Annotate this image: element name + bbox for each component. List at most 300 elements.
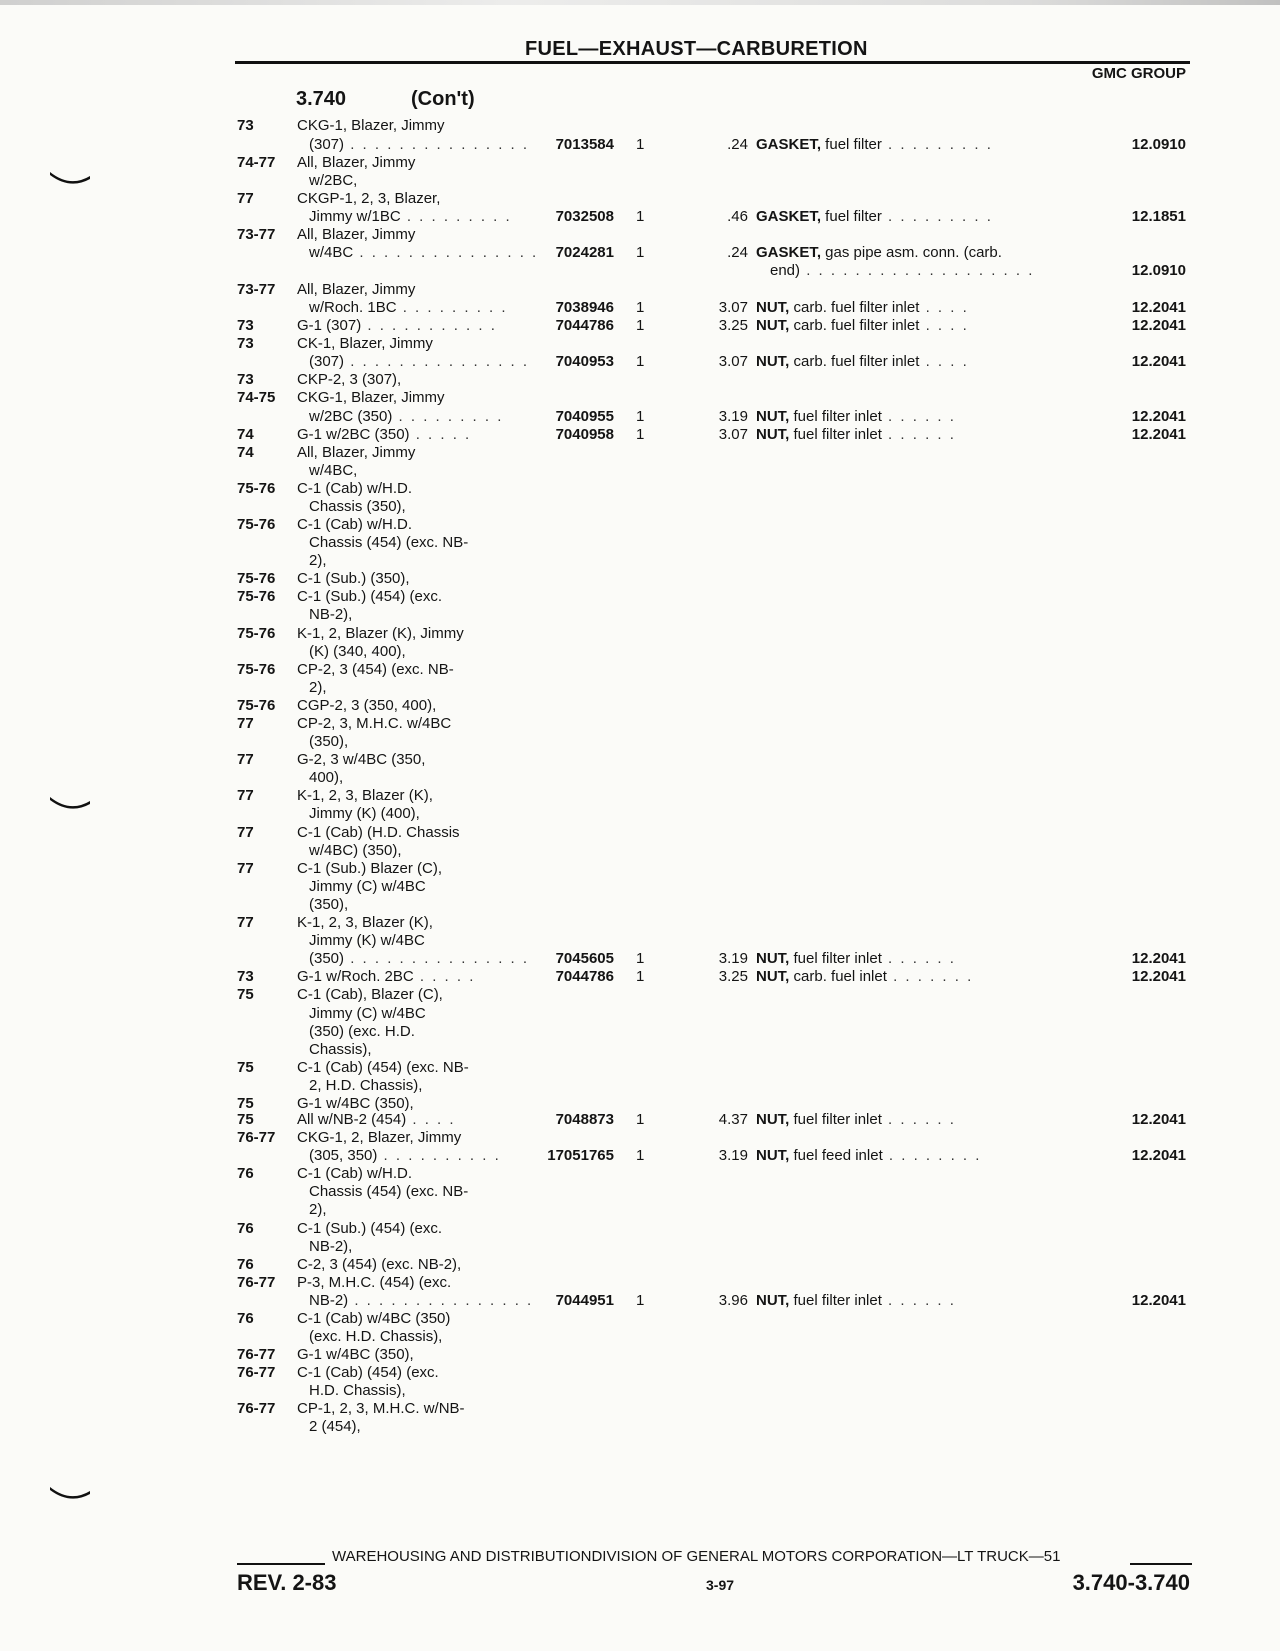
table-row — [0, 408, 1280, 426]
model-year: 75-76 — [237, 697, 276, 714]
table-row — [0, 389, 1280, 407]
model-year: 76-77 — [237, 1129, 276, 1146]
model-year: 76-77 — [237, 1274, 276, 1291]
revision-label: REV. 2-83 — [237, 1570, 337, 1595]
leader-dots: . . . . — [406, 1111, 456, 1128]
model-text: w/4BC, — [309, 462, 358, 479]
model-text: CKP-2, 3 (307), — [297, 371, 402, 388]
model-year: 74-75 — [237, 389, 276, 406]
table-row — [0, 643, 1280, 661]
quantity: 1 — [636, 208, 645, 225]
table-row — [0, 932, 1280, 950]
part-description — [756, 1292, 956, 1310]
section-number: 3.740 — [296, 88, 347, 110]
model-application — [297, 968, 475, 986]
quantity: 1 — [636, 353, 645, 370]
model-year: 77 — [237, 751, 254, 768]
table-row — [0, 1382, 1280, 1400]
model-application — [309, 896, 348, 914]
leader-dots: . . . . . . . . . — [396, 299, 508, 316]
leader-dots: . . . . . . — [881, 1111, 956, 1128]
model-text: C-1 (Cab) w/H.D. — [297, 516, 413, 533]
model-application — [297, 1400, 465, 1418]
quantity: 1 — [636, 244, 645, 261]
table-row — [0, 552, 1280, 570]
model-application — [297, 1274, 451, 1292]
model-application — [297, 588, 442, 606]
model-year: 75-76 — [237, 516, 276, 533]
group-number: 12.2041 — [1131, 1147, 1186, 1164]
group-number: 12.2041 — [1131, 426, 1186, 443]
model-text: CKG-1, Blazer, Jimmy — [297, 117, 445, 134]
group-number: 12.2041 — [1131, 353, 1186, 370]
part-number: 7032508 — [555, 208, 614, 225]
model-text: CKGP-1, 2, 3, Blazer, — [297, 190, 441, 207]
part-type: NUT, — [756, 1147, 790, 1164]
part-type: GASKET, — [756, 136, 822, 153]
model-text: C-1 (Sub.) Blazer (C), — [297, 860, 443, 877]
model-text: Jimmy (C) w/4BC — [309, 1005, 426, 1022]
leader-dots: . . . . . . . . — [882, 1147, 982, 1164]
model-text: 2, H.D. Chassis), — [309, 1077, 423, 1094]
table-row — [0, 588, 1280, 606]
model-application — [309, 769, 343, 787]
model-application — [297, 715, 451, 733]
model-text: (350) — [309, 950, 345, 967]
part-type: NUT, — [756, 353, 790, 370]
list-price: 3.07 — [718, 353, 748, 370]
leader-dots: . . . . . . . . . . . . . . . — [344, 950, 530, 967]
model-application — [297, 625, 464, 643]
table-row — [0, 480, 1280, 498]
list-price: 3.96 — [718, 1292, 748, 1309]
model-application — [309, 842, 402, 860]
model-text: CGP-2, 3 (350, 400), — [297, 697, 437, 714]
part-description — [756, 353, 969, 371]
part-description — [756, 1147, 981, 1165]
model-application — [297, 824, 460, 842]
model-application — [309, 932, 425, 950]
part-type: NUT, — [756, 1292, 790, 1309]
part-description — [756, 408, 956, 426]
leader-dots: . . . . . . . . . . . . . . . — [344, 136, 530, 153]
model-application — [309, 950, 529, 968]
quantity: 1 — [636, 317, 645, 334]
model-year: 77 — [237, 824, 254, 841]
model-application — [297, 787, 433, 805]
part-number: 7024281 — [555, 244, 614, 261]
model-application — [309, 805, 420, 823]
model-application — [309, 552, 327, 570]
table-row — [0, 625, 1280, 643]
list-price: 3.25 — [718, 317, 748, 334]
model-application — [309, 1077, 422, 1095]
table-row — [0, 1041, 1280, 1059]
model-text: 2), — [309, 679, 327, 696]
group-number: 12.2041 — [1131, 1111, 1186, 1128]
model-text: K-1, 2, 3, Blazer (K), — [297, 914, 433, 931]
model-text: K-1, 2, 3, Blazer (K), — [297, 787, 433, 804]
table-row — [0, 371, 1280, 389]
model-application — [297, 986, 443, 1004]
model-application — [297, 317, 497, 335]
model-text: (exc. H.D. Chassis), — [309, 1328, 443, 1345]
model-application — [297, 281, 415, 299]
model-application — [297, 1111, 456, 1129]
model-text: All, Blazer, Jimmy — [297, 444, 416, 461]
table-row — [0, 896, 1280, 914]
page-number: 3-97 — [706, 1577, 735, 1593]
model-application — [309, 498, 406, 516]
model-text: All, Blazer, Jimmy — [297, 154, 416, 171]
model-text: w/4BC — [309, 244, 354, 261]
description-text: carb. fuel filter inlet — [789, 317, 920, 334]
model-text: w/Roch. 1BC — [309, 299, 397, 316]
footer-rule-right — [1130, 1563, 1192, 1565]
table-row — [0, 1220, 1280, 1238]
page-title: FUEL—EXHAUST—CARBURETION — [525, 38, 868, 60]
quantity: 1 — [636, 950, 645, 967]
section-suffix: (Con't) — [411, 88, 475, 110]
quantity: 1 — [636, 1292, 645, 1309]
model-application — [309, 1023, 415, 1041]
model-year: 77 — [237, 190, 254, 207]
table-row — [0, 154, 1280, 172]
model-text: (K) (340, 400), — [309, 643, 406, 660]
model-application — [297, 860, 442, 878]
group-number: 12.2041 — [1131, 299, 1186, 316]
model-text: CP-2, 3 (454) (exc. NB- — [297, 661, 454, 678]
part-number: 7040955 — [555, 408, 614, 425]
model-application — [297, 426, 471, 444]
table-row — [0, 751, 1280, 769]
quantity: 1 — [636, 1147, 645, 1164]
binder-hole-mark — [48, 170, 92, 186]
leader-dots: . . . . . . . . . . . . . . . — [348, 1292, 534, 1309]
model-text: K-1, 2, Blazer (K), Jimmy — [297, 625, 464, 642]
model-text: (350), — [309, 896, 349, 913]
table-row — [0, 878, 1280, 896]
model-year: 75-76 — [237, 588, 276, 605]
model-application — [297, 154, 415, 172]
model-year: 75-76 — [237, 625, 276, 642]
part-description — [756, 299, 969, 317]
part-description — [756, 968, 973, 986]
model-application — [309, 462, 357, 480]
model-application — [309, 1382, 406, 1400]
group-number: 12.1851 — [1131, 208, 1186, 225]
model-text: (350) (exc. H.D. — [309, 1023, 415, 1040]
description-text: fuel filter inlet — [789, 408, 882, 425]
table-row — [0, 462, 1280, 480]
leader-dots: . . . . . . . . . — [392, 408, 504, 425]
part-type: NUT, — [756, 299, 790, 316]
table-row — [0, 281, 1280, 299]
leader-dots: . . . . . . . . . — [400, 208, 512, 225]
table-row — [0, 534, 1280, 552]
model-text: Chassis (454) (exc. NB- — [309, 534, 469, 551]
model-year: 77 — [237, 715, 254, 732]
model-text: C-1 (Cab) (H.D. Chassis — [297, 824, 460, 841]
part-type: NUT, — [756, 950, 790, 967]
model-year: 73-77 — [237, 226, 276, 243]
part-description — [756, 950, 956, 968]
leader-dots: . . . . — [919, 353, 969, 370]
part-description — [756, 244, 1002, 262]
group-number: 12.2041 — [1131, 317, 1186, 334]
model-application — [297, 371, 401, 389]
quantity: 1 — [636, 426, 645, 443]
leader-dots: . . . . . . — [881, 1292, 956, 1309]
model-application — [297, 1220, 442, 1238]
table-row — [0, 1165, 1280, 1183]
list-price: 3.25 — [718, 968, 748, 985]
model-year: 73 — [237, 968, 254, 985]
model-year: 76 — [237, 1165, 254, 1182]
description-text: gas pipe asm. conn. (carb. — [821, 244, 1002, 261]
part-description — [756, 426, 956, 444]
leader-dots: . . . . . . . . . . . . . . . . . . . — [800, 262, 1035, 279]
model-application — [297, 1059, 469, 1077]
model-application — [297, 914, 433, 932]
model-application — [309, 1292, 533, 1310]
table-row — [0, 914, 1280, 932]
model-application — [309, 299, 508, 317]
model-year: 75-76 — [237, 570, 276, 587]
binder-hole-mark — [48, 795, 92, 811]
model-application — [309, 1183, 468, 1201]
model-text: C-1 (Cab) w/H.D. — [297, 1165, 413, 1182]
model-application — [309, 408, 503, 426]
model-year: 75 — [237, 1111, 254, 1128]
part-type: GASKET, — [756, 208, 822, 225]
model-application — [309, 244, 538, 262]
model-year: 75 — [237, 1059, 254, 1076]
model-application — [309, 208, 512, 226]
group-number: 12.2041 — [1131, 408, 1186, 425]
table-row — [0, 1147, 1280, 1165]
scan-edge — [0, 0, 1280, 5]
model-application — [309, 353, 529, 371]
table-row — [0, 1292, 1280, 1310]
model-text: G-1 (307) — [297, 317, 362, 334]
description-text: fuel filter — [821, 136, 882, 153]
leader-dots: . . . . . — [409, 426, 472, 443]
model-application — [309, 643, 406, 661]
model-year: 77 — [237, 914, 254, 931]
table-row — [0, 968, 1280, 986]
model-text: Jimmy (C) w/4BC — [309, 878, 426, 895]
model-text: All, Blazer, Jimmy — [297, 226, 416, 243]
table-row — [0, 172, 1280, 190]
table-row — [0, 1328, 1280, 1346]
model-text: C-1 (Cab) w/4BC (350) — [297, 1310, 451, 1327]
model-text: C-2, 3 (454) (exc. NB-2), — [297, 1256, 462, 1273]
table-row — [0, 335, 1280, 353]
leader-dots: . . . . . . . — [886, 968, 974, 985]
model-application — [309, 136, 529, 154]
table-row — [0, 262, 1280, 280]
part-type: NUT, — [756, 408, 790, 425]
group-number: 12.2041 — [1131, 1292, 1186, 1309]
table-row — [0, 208, 1280, 226]
list-price: 3.07 — [718, 426, 748, 443]
table-row — [0, 426, 1280, 444]
leader-dots: . . . . — [919, 299, 969, 316]
model-application — [297, 570, 410, 588]
model-text: G-1 w/Roch. 2BC — [297, 968, 414, 985]
part-type: GASKET, — [756, 244, 822, 261]
description-text: fuel filter inlet — [789, 426, 882, 443]
model-application — [297, 335, 433, 353]
table-row — [0, 317, 1280, 335]
leader-dots: . . . . . . — [881, 950, 956, 967]
list-price: .46 — [727, 208, 748, 225]
group-number: 12.2041 — [1131, 950, 1186, 967]
list-price: .24 — [727, 244, 748, 261]
table-row — [0, 136, 1280, 154]
model-application — [309, 1328, 442, 1346]
footer-rule-left — [237, 1563, 325, 1565]
table-row — [0, 444, 1280, 462]
part-type: NUT, — [756, 317, 790, 334]
model-text: C-1 (Cab), Blazer (C), — [297, 986, 443, 1003]
model-year: 76 — [237, 1256, 254, 1273]
table-row — [0, 1129, 1280, 1147]
model-year: 76-77 — [237, 1346, 276, 1363]
model-application — [297, 444, 415, 462]
part-description — [756, 136, 993, 154]
model-year: 76-77 — [237, 1364, 276, 1381]
leader-dots: . . . . — [919, 317, 969, 334]
group-number: 12.0910 — [1131, 136, 1186, 153]
table-row — [0, 498, 1280, 516]
model-year: 76 — [237, 1220, 254, 1237]
model-text: NB-2), — [309, 606, 353, 623]
model-application — [297, 661, 454, 679]
section-range: 3.740-3.740 — [1072, 1570, 1190, 1595]
table-row — [0, 1274, 1280, 1292]
table-row — [0, 805, 1280, 823]
model-text: (305, 350) — [309, 1147, 378, 1164]
model-year: 76-77 — [237, 1400, 276, 1417]
model-text: G-1 w/4BC (350), — [297, 1346, 414, 1363]
table-row — [0, 606, 1280, 624]
table-row — [0, 860, 1280, 878]
table-row — [0, 1005, 1280, 1023]
table-row — [0, 1201, 1280, 1219]
part-type: NUT, — [756, 426, 790, 443]
list-price: 3.19 — [718, 1147, 748, 1164]
part-number: 7044951 — [555, 1292, 614, 1309]
description-text: fuel feed inlet — [789, 1147, 883, 1164]
table-row — [0, 715, 1280, 733]
model-text: C-1 (Sub.) (350), — [297, 570, 410, 587]
model-year: 74 — [237, 444, 254, 461]
leader-dots: . . . . . . . . . — [881, 208, 993, 225]
table-row — [0, 299, 1280, 317]
part-description — [756, 1111, 956, 1129]
model-text: G-1 w/4BC (350), — [297, 1095, 414, 1112]
model-text: Jimmy w/1BC — [309, 208, 401, 225]
quantity: 1 — [636, 1111, 645, 1128]
table-row — [0, 679, 1280, 697]
table-row — [0, 787, 1280, 805]
leader-dots: . . . . . . . . . . . — [361, 317, 497, 334]
model-text: Chassis), — [309, 1041, 372, 1058]
description-text: end) — [770, 262, 801, 279]
part-number: 7038946 — [555, 299, 614, 316]
description-text: fuel filter — [821, 208, 882, 225]
model-text: 2), — [309, 552, 327, 569]
model-text: H.D. Chassis), — [309, 1382, 406, 1399]
model-application — [309, 878, 426, 896]
model-year: 73 — [237, 335, 254, 352]
quantity: 1 — [636, 968, 645, 985]
model-text: CP-1, 2, 3, M.H.C. w/NB- — [297, 1400, 465, 1417]
model-text: 400), — [309, 769, 344, 786]
model-year: 77 — [237, 860, 254, 877]
table-row — [0, 1400, 1280, 1418]
model-application — [309, 1041, 372, 1059]
table-row — [0, 1023, 1280, 1041]
table-row — [0, 1077, 1280, 1095]
model-text: (307) — [309, 353, 345, 370]
model-text: G-1 w/2BC (350) — [297, 426, 410, 443]
leader-dots: . . . . . . . . . . . . . . . — [344, 353, 530, 370]
group-label: GMC GROUP — [1091, 65, 1186, 82]
description-text: fuel filter inlet — [789, 1292, 882, 1309]
model-application — [309, 1238, 352, 1256]
table-row — [0, 1059, 1280, 1077]
table-row — [0, 1310, 1280, 1328]
table-row — [0, 733, 1280, 751]
model-year: 73 — [237, 317, 254, 334]
section-heading — [296, 88, 475, 111]
table-row — [0, 661, 1280, 679]
table-row — [0, 226, 1280, 244]
model-application — [297, 226, 415, 244]
model-application — [309, 172, 357, 190]
model-text: C-1 (Sub.) (454) (exc. — [297, 588, 443, 605]
model-application — [297, 1364, 439, 1382]
leader-dots: . . . . . . . . . . — [377, 1147, 501, 1164]
part-number: 7045605 — [555, 950, 614, 967]
model-text: w/2BC, — [309, 172, 358, 189]
model-text: CP-2, 3, M.H.C. w/4BC — [297, 715, 452, 732]
model-text: G-2, 3 w/4BC (350, — [297, 751, 426, 768]
table-row — [0, 570, 1280, 588]
table-row — [0, 1183, 1280, 1201]
part-number: 7044786 — [555, 317, 614, 334]
title-rule — [235, 61, 1190, 64]
model-year: 74-77 — [237, 154, 276, 171]
footer-publisher: WAREHOUSING AND DISTRIBUTIONDIVISION OF GENERAL MOTORS CORPORATION—LT TRUCK—51 — [332, 1548, 1061, 1565]
model-text: Jimmy (K) (400), — [309, 805, 420, 822]
part-description — [770, 262, 1034, 280]
table-row — [0, 1256, 1280, 1274]
model-application — [309, 1147, 501, 1165]
model-year: 75-76 — [237, 480, 276, 497]
model-application — [297, 1256, 461, 1274]
model-application — [297, 190, 440, 208]
description-text: carb. fuel filter inlet — [789, 353, 920, 370]
leader-dots: . . . . . . . . . . . . . . . — [353, 244, 539, 261]
binder-hole-mark — [48, 1485, 92, 1501]
model-application — [297, 697, 436, 715]
table-row — [0, 950, 1280, 968]
model-application — [297, 480, 412, 498]
